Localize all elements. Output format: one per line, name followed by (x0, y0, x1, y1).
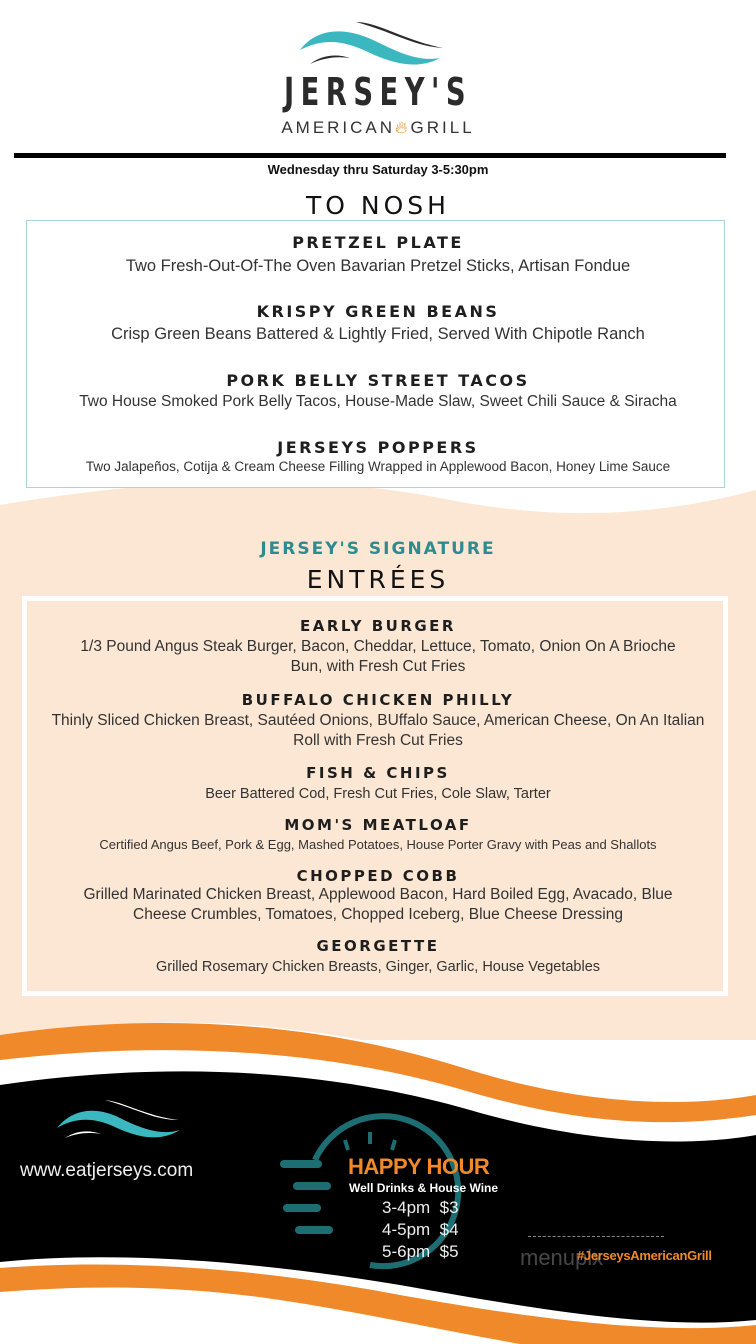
brand-subtitle-right: GRILL (410, 118, 475, 137)
menu-item-desc: Two Jalapeños, Cotija & Cream Cheese Filling Wrapped in Applewood Bacon, Honey Lime Sauce (85, 459, 671, 474)
entrees-kicker: JERSEY'S SIGNATURE (260, 539, 496, 559)
brand-name: JERSEY'S (283, 70, 473, 114)
watermark-divider (528, 1236, 664, 1237)
entree-desc: 1/3 Pound Angus Steak Burger, Bacon, Cheddar, Lettuce, Tomato, Onion On A Brioche Bun, with Fresh Cut Fries (80, 638, 676, 675)
happy-hour-title: HAPPY HOUR (348, 1154, 490, 1179)
watermark: menupix (520, 1245, 604, 1270)
footer-logo-wave-icon (55, 1098, 185, 1143)
menu-item-title: PRETZEL PLATE (292, 233, 464, 252)
menu-item-title: JERSEYS POPPERS (277, 438, 479, 457)
to-nosh-heading: TO NOSH (306, 191, 450, 220)
entree-title: BUFFALO CHICKEN PHILLY (241, 691, 515, 709)
entree-desc: Grilled Rosemary Chicken Breasts, Ginger, Garlic, House Vegetables (155, 959, 601, 975)
brand-subtitle (0, 118, 756, 138)
menu-item-desc: Crisp Green Beans Battered & Lightly Fried, Served With Chipotle Ranch (111, 325, 645, 343)
entree-title: FISH & CHIPS (306, 764, 450, 782)
flame-icon: 🔥︎ (395, 118, 411, 137)
website-link[interactable]: www.eatjerseys.com (20, 1160, 194, 1181)
entree-desc: Certified Angus Beef, Pork & Egg, Mashed Potatoes, House Porter Gravy with Peas and Shallots (99, 837, 657, 852)
hours-text: Wednesday thru Saturday 3-5:30pm (267, 162, 489, 177)
entrees-heading: ENTRÉES (306, 565, 450, 594)
entree-title: EARLY BURGER (300, 617, 456, 635)
menu-item-desc: Two House Smoked Pork Belly Tacos, House-Made Slaw, Sweet Chili Sauce & Siracha (79, 393, 677, 410)
happy-hour-price: 4-5pm $4 (382, 1220, 459, 1239)
entree-desc: Beer Battered Cod, Fresh Cut Fries, Cole Slaw, Tarter (205, 786, 551, 802)
hashtag: #JerseysAmericanGrill (577, 1248, 712, 1263)
entree-desc: Grilled Marinated Chicken Breast, Applewood Bacon, Hard Boiled Egg, Avacado, Blue Cheese Crumbles, Tomatoes, Chopped Iceberg, Blue Cheese Dressing (83, 886, 673, 923)
header-divider (14, 153, 726, 158)
entree-title: MOM'S MEATLOAF (284, 816, 472, 834)
menu-item-title: KRISPY GREEN BEANS (256, 302, 500, 321)
logo-wave-icon (298, 18, 448, 70)
brand-subtitle-left: AMERICAN (281, 118, 396, 137)
entree-desc: Thinly Sliced Chicken Breast, Sautéed Onions, BUffalo Sauce, American Cheese, On An Italian Roll with Fresh Cut Fries (51, 712, 705, 749)
happy-hour-price: 5-6pm $5 (382, 1242, 459, 1261)
menu-item-title: PORK BELLY STREET TACOS (226, 371, 530, 390)
happy-hour-price: 3-4pm $3 (382, 1198, 459, 1217)
menu-item-desc: Two Fresh-Out-Of-The Oven Bavarian Pretzel Sticks, Artisan Fondue (125, 257, 631, 275)
happy-hour-subtitle: Well Drinks & House Wine (349, 1181, 499, 1195)
entree-title: CHOPPED COBB (296, 867, 460, 885)
entree-title: GEORGETTE (316, 937, 440, 955)
